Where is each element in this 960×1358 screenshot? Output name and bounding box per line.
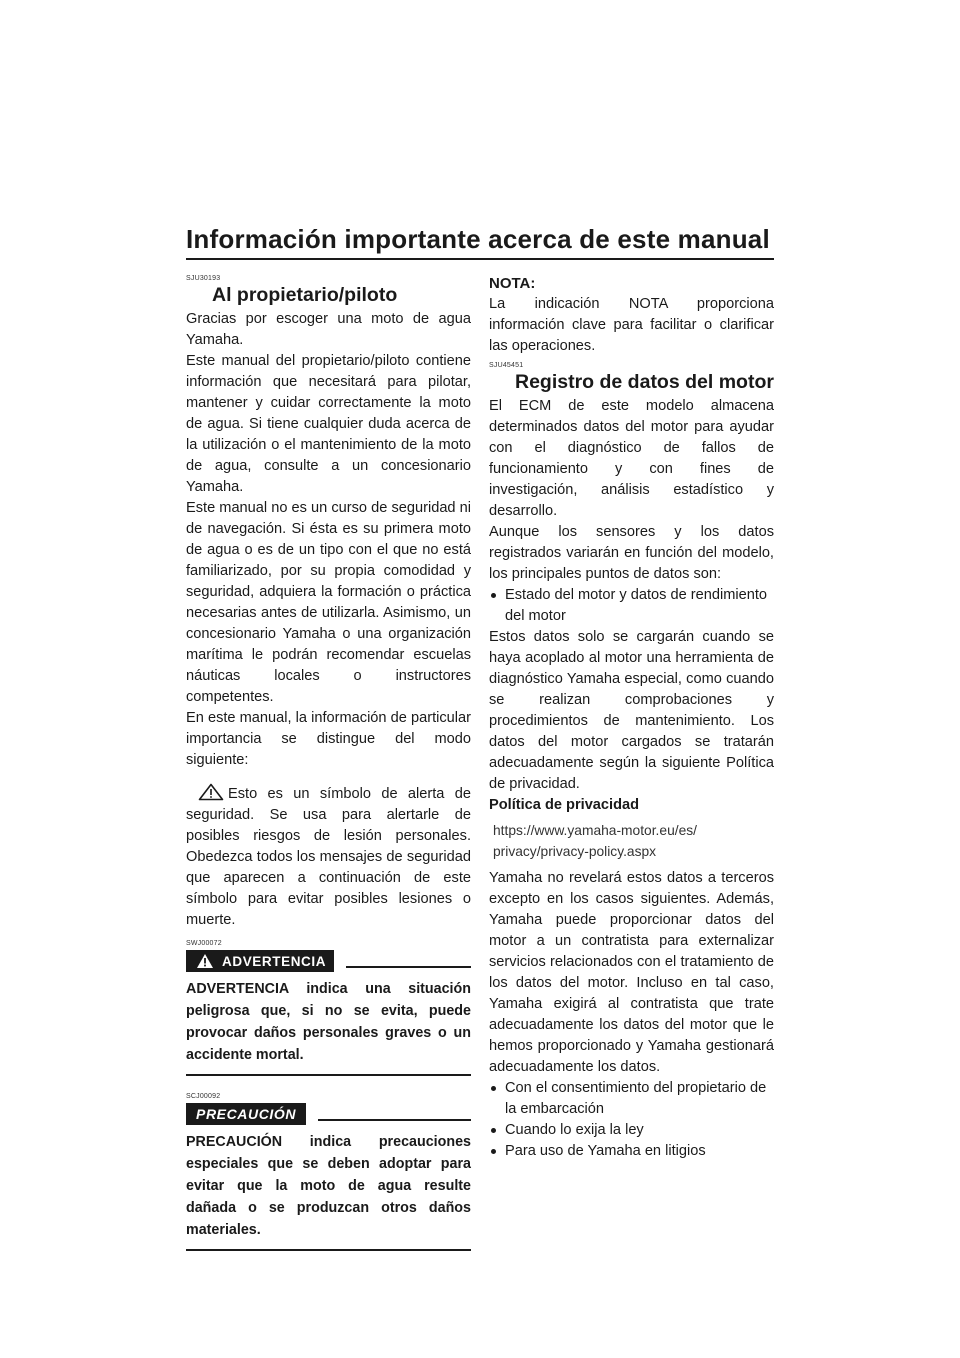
warning-label-line — [346, 966, 471, 968]
list-item: Estado del motor y datos de rendimiento del motor — [489, 585, 774, 627]
paragraph-manual-info: Este manual del propietario/piloto contiene información que necesitará para pilotar, mantener y cuidar correctamente la moto de agua. Si tiene cualquier duda acerca de la utilización o el mantenimiento de la moto de agua, consulte a un concesionario Yamaha. — [186, 353, 471, 495]
list-item: Con el consentimiento del propietario de la embarcación — [489, 1078, 774, 1120]
warning-badge-icon — [196, 953, 214, 969]
disclosure-cases-list — [489, 1078, 774, 1162]
right-column — [489, 274, 774, 1162]
caution-code: SCJ00092 — [186, 1093, 221, 1100]
privacy-policy-heading: Política de privacidad — [489, 797, 640, 813]
note-heading: NOTA: — [489, 275, 536, 292]
page-title: Información importante acerca de este manual — [186, 224, 770, 254]
caution-label-line — [318, 1119, 471, 1121]
privacy-policy-url — [489, 820, 774, 862]
url-line-2: privacy/privacy-policy.aspx — [493, 844, 657, 859]
warning-code: SWJ00072 — [186, 940, 222, 947]
left-column — [186, 274, 471, 1251]
caution-badge — [186, 1103, 306, 1125]
caution-bottom-rule — [186, 1249, 471, 1251]
warning-badge — [186, 950, 334, 972]
warning-badge-label: ADVERTENCIA — [222, 953, 327, 969]
note-text: La indicación NOTA proporciona información clave para facilitar o clarificar las operaciones. — [489, 296, 774, 354]
paragraph-importance: En este manual, la información de particular importancia se distingue del modo siguiente: — [186, 710, 471, 768]
safety-alert-text: Esto es un símbolo de alerta de seguridad. Se usa para alertarle de posibles riesgos de lesión personales. Obedezca todos los mensajes de seguridad que aparecen a continuación de este símbolo para evitar posibles lesiones o muerte. — [186, 786, 471, 928]
paragraph-thanks: Gracias por escoger una moto de agua Yamaha. — [186, 311, 471, 348]
warning-triangle-icon — [198, 783, 224, 801]
section-title-engine-data: Registro de datos del motor — [515, 371, 774, 393]
safety-alert-paragraph — [186, 783, 471, 931]
paragraph-data-upload: Estos datos solo se cargarán cuando se haya acoplado al motor una herramienta de diagnóstico Yamaha especial, como cuando se realizan comprobaciones y procedimientos de mantenimiento. Los datos del motor cargados se tratarán adecuadamente según la siguiente Política de privacidad. — [489, 629, 774, 792]
paragraph-safety-course: Este manual no es un curso de seguridad ni de navegación. Si ésta es su primera moto de agua o es de un tipo con el que no está familiarizado, por su propia comodidad y seguridad, adquiera la formación o práctica necesarias antes de utilizarla. Asimismo, un concesionario Yamaha o una organización marítima le podrán recomendar escuelas náuticas locales o instructores competentes. — [186, 500, 471, 705]
caution-text: PRECAUCIÓN indica precauciones especiales que se deben adoptar para evitar que la moto de agua resulte dañada o se produzcan otros daños materiales. — [186, 1134, 471, 1238]
paragraph-ecm: El ECM de este modelo almacena determinados datos del motor para ayudar con el diagnóstico de fallos de funcionamiento y con fines de investigación, análisis estadístico y desarrollo. — [489, 398, 774, 519]
list-item: Cuando lo exija la ley — [489, 1120, 774, 1141]
caution-badge-label: PRECAUCIÓN — [196, 1105, 297, 1122]
section-code: SJU30193 — [186, 275, 221, 282]
warning-text: ADVERTENCIA indica una situación peligrosa que, si no se evita, puede provocar daños personales graves o un accidente mortal. — [186, 981, 471, 1063]
warning-label-row — [186, 950, 471, 972]
page-header — [186, 224, 774, 260]
paragraph-disclosure: Yamaha no revelará estos datos a terceros excepto en los casos siguientes. Además, Yamaha puede proporcionar datos del motor a un contratista para externalizar servicios relacionados con el tratamiento de los datos del motor. Incluso en tal caso, Yamaha exigirá al contratista que trate adecuadamente los datos del motor que le hemos proporcionado y Yamaha gestionará adecuadamente los datos. — [489, 870, 774, 1075]
warning-bottom-rule — [186, 1074, 471, 1076]
section-title-owner: Al propietario/piloto — [212, 284, 398, 306]
paragraph-sensors: Aunque los sensores y los datos registrados variarán en función del modelo, los principales puntos de datos son: — [489, 524, 774, 582]
url-line-1: https://www.yamaha-motor.eu/es/ — [493, 823, 697, 838]
caution-label-row — [186, 1103, 471, 1125]
header-rule — [186, 258, 774, 260]
list-item: Para uso de Yamaha en litigios — [489, 1141, 774, 1162]
section-code-engine: SJU45451 — [489, 362, 524, 369]
data-points-list — [489, 585, 774, 627]
